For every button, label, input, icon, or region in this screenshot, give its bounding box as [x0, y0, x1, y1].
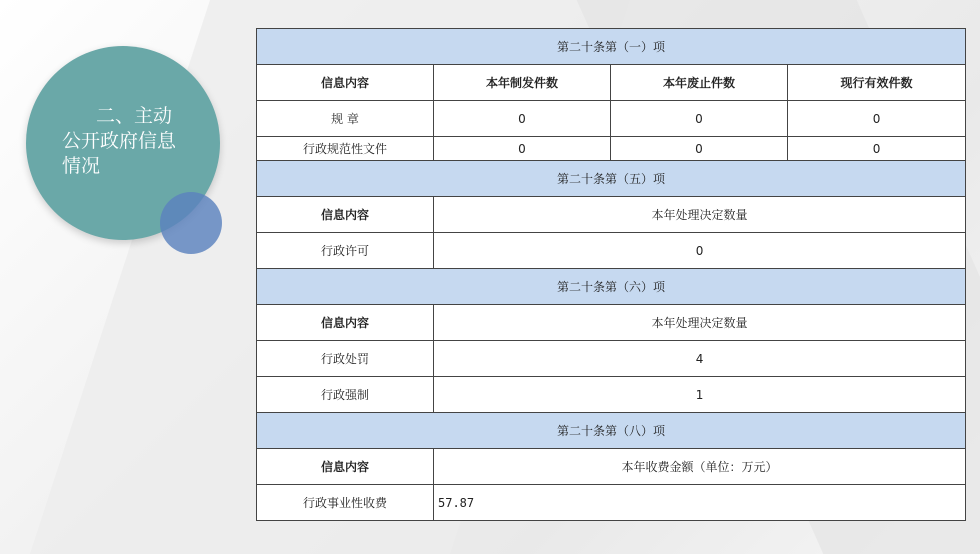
row-label: 行政处罚 — [257, 341, 434, 377]
section-header-row — [257, 413, 966, 449]
column-header: 信息内容 — [257, 449, 434, 485]
section-header: 第二十条第（六）项 — [257, 269, 966, 305]
table-cell: 0 — [611, 101, 788, 137]
info-table-container — [256, 28, 965, 521]
title-line: 情况 — [62, 155, 101, 177]
section-header: 第二十条第（一）项 — [257, 29, 966, 65]
table-cell: 0 — [788, 101, 966, 137]
table-cell: 0 — [788, 137, 966, 161]
column-header-row — [257, 65, 966, 101]
table-cell: 57.87 — [434, 485, 966, 521]
table-cell: 0 — [434, 101, 611, 137]
column-header: 本年制发件数 — [434, 65, 611, 101]
column-header-row — [257, 449, 966, 485]
table-cell: 1 — [434, 377, 966, 413]
table-cell: 0 — [434, 233, 966, 269]
column-header: 本年处理决定数量 — [434, 305, 966, 341]
section-header-row — [257, 29, 966, 65]
row-label: 行政事业性收费 — [257, 485, 434, 521]
slide-title — [62, 104, 207, 179]
row-label: 行政规范性文件 — [257, 137, 434, 161]
column-header-row — [257, 197, 966, 233]
title-line: 二、主动 — [96, 105, 173, 127]
row-label: 行政许可 — [257, 233, 434, 269]
section-header-row — [257, 269, 966, 305]
table-cell: 4 — [434, 341, 966, 377]
column-header: 信息内容 — [257, 65, 434, 101]
table-row — [257, 101, 966, 137]
table-row — [257, 377, 966, 413]
section-header: 第二十条第（五）项 — [257, 161, 966, 197]
table-cell: 0 — [434, 137, 611, 161]
column-header-row — [257, 305, 966, 341]
table-row — [257, 137, 966, 161]
table-cell: 0 — [611, 137, 788, 161]
row-label: 规 章 — [257, 101, 434, 137]
column-header: 本年处理决定数量 — [434, 197, 966, 233]
column-header: 本年废止件数 — [611, 65, 788, 101]
column-header: 本年收费金额（单位：万元） — [434, 449, 966, 485]
column-header: 现行有效件数 — [788, 65, 966, 101]
table-row — [257, 233, 966, 269]
table-row — [257, 485, 966, 521]
accent-circle — [160, 192, 222, 254]
title-line: 公开政府信息 — [62, 130, 177, 152]
table-row — [257, 341, 966, 377]
section-header-row — [257, 161, 966, 197]
column-header: 信息内容 — [257, 305, 434, 341]
row-label: 行政强制 — [257, 377, 434, 413]
column-header: 信息内容 — [257, 197, 434, 233]
section-header: 第二十条第（八）项 — [257, 413, 966, 449]
info-table — [256, 28, 966, 521]
